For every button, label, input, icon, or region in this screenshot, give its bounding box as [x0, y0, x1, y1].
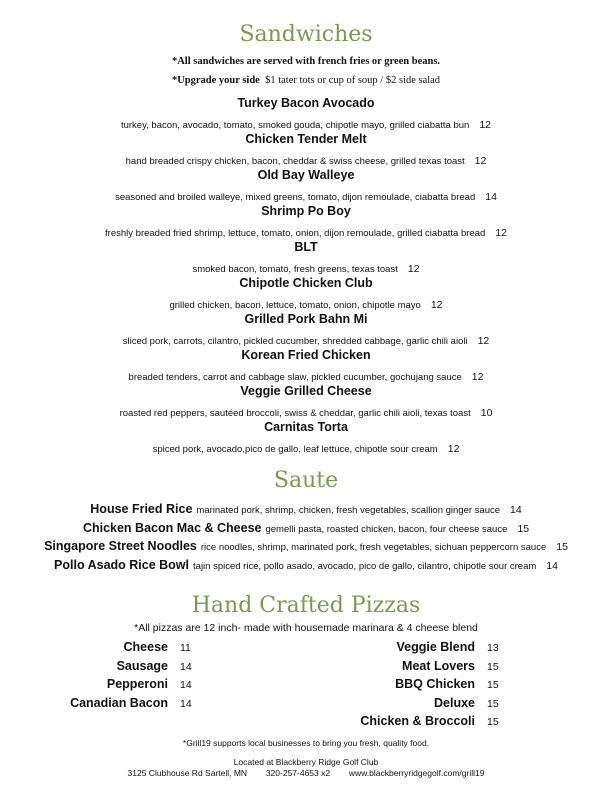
sandwich-name: Chicken Tender Melt: [245, 132, 367, 146]
saute-description: marinated pork, shrimp, chicken, fresh vegetables, scallion ginger sauce: [196, 505, 501, 516]
pizza-name: Deluxe: [434, 695, 475, 710]
saute-name: Singapore Street Noodles: [44, 539, 197, 553]
sandwich-price: 14: [485, 191, 497, 203]
pizza-name: Meat Lovers: [402, 658, 475, 673]
pizza-price: 14: [180, 660, 192, 673]
sandwich-detail-line: [0, 367, 612, 385]
saute-description: gemelli pasta, roasted chicken, bacon, four cheese sauce: [265, 523, 508, 535]
sandwich-description: grilled chicken, bacon, lettuce, tomato, onion, chipotle mayo: [169, 300, 421, 311]
sandwich-price: 12: [477, 335, 490, 347]
saute-item: [0, 500, 612, 518]
sandwich-price: 12: [479, 119, 492, 131]
sandwich-description: smoked bacon, tomato, fresh greens, texas toast: [192, 264, 398, 275]
sandwich-description: freshly breaded fried shrimp, lettuce, tomato, onion, dijon remoulade, grilled ciabatta bread: [105, 228, 486, 239]
saute-price: 14: [510, 504, 522, 516]
pizza-name: Chicken & Broccoli: [360, 714, 475, 728]
sandwich-price: 12: [407, 263, 420, 275]
sandwiches-side-note: *All sandwiches are served with french fries or green beans.: [171, 56, 441, 67]
sandwich-detail-line: [0, 223, 612, 241]
pizza-price: 14: [180, 697, 192, 710]
pizza-price: 15: [487, 716, 499, 728]
address: 3125 Clubhouse Rd Sartell, MN: [127, 768, 248, 778]
saute-name: Pollo Asado Rice Bowl: [54, 557, 190, 572]
pizza-name: BBQ Chicken: [395, 677, 475, 691]
sandwiches-upgrade-note: [0, 75, 612, 86]
pizzas-title: Hand Crafted Pizzas: [191, 593, 421, 618]
sandwich-name: Grilled Pork Bahn Mi: [244, 312, 368, 326]
pizzas-note: *All pizzas are 12 inch- made with housemade marinara & 4 cheese blend: [134, 622, 478, 634]
sandwich-description: seasoned and broiled walleye, mixed greens, tomato, dijon remoulade, ciabatta bread: [115, 192, 476, 203]
sandwich-description: sliced pork, carrots, cilantro, pickled cucumber, shredded cabbage, garlic chili aioli: [122, 336, 468, 347]
saute-price: 15: [556, 541, 568, 553]
pizza-name: Cheese: [123, 640, 168, 654]
sandwich-price: 12: [471, 371, 484, 383]
pizza-price: 15: [487, 660, 499, 673]
upgrade-label: *Upgrade your side: [171, 75, 260, 86]
sandwich-name: Korean Fried Chicken: [241, 348, 371, 362]
pizza-item: [340, 659, 499, 673]
sandwich-detail-line: [0, 187, 612, 205]
pizza-item: [340, 677, 499, 691]
sandwich-price: 12: [430, 299, 443, 311]
pizza-name: Sausage: [116, 658, 168, 673]
saute-item: [0, 556, 612, 574]
pizza-name: Veggie Blend: [396, 640, 475, 654]
pizza-item: [340, 696, 499, 710]
saute-name: Chicken Bacon Mac & Cheese: [82, 520, 262, 535]
sandwich-name: BLT: [294, 240, 318, 254]
sandwich-price: 12: [474, 155, 487, 167]
pizza-item: [340, 714, 499, 728]
pizza-item: [60, 659, 192, 673]
sandwich-name: Chipotle Chicken Club: [239, 276, 373, 290]
website-link[interactable]: www.blackberryridgegolf.com/grill19: [348, 768, 485, 778]
sandwich-detail-line: [0, 403, 612, 421]
location-line: Located at Blackberry Ridge Golf Club: [233, 757, 379, 767]
saute-description: rice noodles, shrimp, marinated pork, fresh vegetables, sichuan peppercorn sauce: [200, 542, 547, 553]
sandwich-detail-line: [0, 115, 612, 133]
pizza-price: 13: [487, 642, 499, 654]
pizza-price: 14: [180, 679, 192, 691]
saute-price: 15: [517, 522, 530, 535]
pizza-price: 15: [487, 679, 499, 691]
sandwich-price: 10: [480, 407, 493, 419]
saute-item: [0, 519, 612, 537]
saute-item: [0, 537, 612, 555]
pizza-price: 11: [180, 642, 191, 654]
sandwich-name: Veggie Grilled Cheese: [240, 384, 372, 398]
contact-line: [0, 768, 612, 778]
support-note: *Grill19 supports local businesses to bring you fresh, quality food.: [182, 738, 430, 748]
sandwich-detail-line: [0, 331, 612, 349]
sandwich-description: turkey, bacon, avocado, tomato, smoked gouda, chipotle mayo, grilled ciabatta bun: [120, 120, 470, 131]
pizza-item: [60, 696, 192, 710]
pizza-name: Canadian Bacon: [70, 695, 168, 710]
sandwich-description: roasted red peppers, sautéed broccoli, swiss & cheddar, garlic chili aioli, texas toast: [119, 408, 471, 419]
pizza-item: [340, 640, 499, 654]
sandwiches-title: Sandwiches: [239, 22, 373, 47]
sandwich-name: Shrimp Po Boy: [261, 204, 351, 218]
sandwich-detail-line: [0, 295, 612, 313]
phone: 320-257-4653 x2: [265, 768, 331, 778]
saute-name: House Fried Rice: [90, 502, 193, 516]
sandwich-description: hand breaded crispy chicken, bacon, cheddar & swiss cheese, grilled texas toast: [125, 156, 465, 167]
sandwich-price: 12: [495, 227, 507, 239]
upgrade-detail: $1 tater tots or cup of soup / $2 side salad: [265, 75, 441, 86]
pizza-name: Pepperoni: [106, 677, 168, 691]
sandwich-name: Old Bay Walleye: [257, 168, 355, 182]
sandwich-name: Turkey Bacon Avocado: [237, 96, 375, 110]
sandwich-detail-line: [0, 151, 612, 169]
saute-price: 14: [546, 559, 558, 572]
sandwich-description: spiced pork, avocado,pico de gallo, leaf lettuce, chipotle sour cream: [152, 444, 438, 455]
sandwich-description: breaded tenders, carrot and cabbage slaw, pickled cucumber, gochujang sauce: [128, 372, 462, 383]
pizza-item: [60, 677, 192, 691]
pizza-item: [60, 640, 191, 654]
pizza-price: 15: [487, 697, 499, 710]
sandwich-name: Carnitas Torta: [264, 420, 348, 434]
saute-title: Saute: [273, 468, 339, 493]
sandwich-detail-line: [0, 259, 612, 277]
sandwich-detail-line: [0, 439, 612, 457]
saute-description: tajin spiced rice, pollo asado, avocado, pico de gallo, cilantro, chipotle sour cream: [193, 560, 537, 572]
sandwich-price: 12: [447, 443, 460, 455]
